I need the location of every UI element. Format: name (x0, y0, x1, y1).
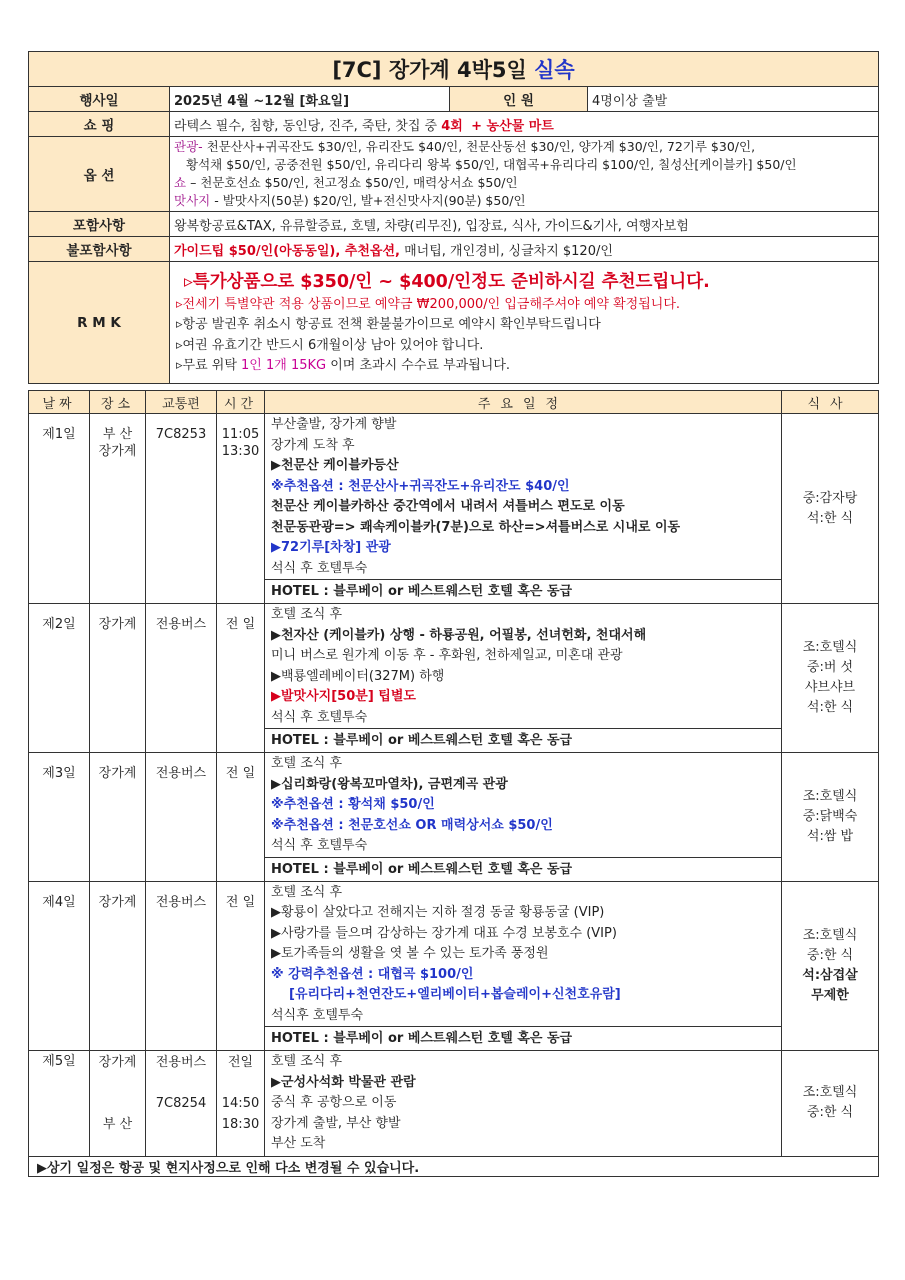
footnote: ▶상기 일정은 항공 및 현지사정으로 인해 다소 변경될 수 있습니다. (29, 1156, 879, 1176)
title-row (29, 52, 879, 87)
day-row (29, 414, 879, 604)
date-label: 행사일 (29, 87, 170, 112)
day-meals: 조:호텔식 중:한 식 (782, 1051, 879, 1157)
excluded-label: 불포함사항 (29, 237, 170, 262)
day-transport: 전용버스 7C8254 (146, 1051, 217, 1157)
info-table (28, 51, 879, 384)
rmk-value: ▹특가상품으로 $350/인 ~ $400/인정도 준비하시길 추천드립니다. ▹전세기 특별약관 적용 상품이므로 예약금 ₩200,000/인 입금해주셔야 예약 확정됩니다. ▹항공 발권후 취소시 항공료 전책 환불불가이므로 예약시 확인부탁드립니다 ▹여권 유효기간 반드시 6개월이상 남아 있어야 합니다. ▹무료 위탁 1인 1개 15KG 이며 초과시 수수료 부과됩니다. (170, 262, 879, 384)
day-time: 전 일 (217, 604, 265, 753)
day-row (29, 881, 879, 1051)
day-place: 장가계 (90, 881, 146, 1051)
shopping-value: 라텍스 필수, 침향, 동인당, 진주, 죽탄, 찻집 중 4회 + 농산물 마트 (170, 112, 879, 137)
day-meals: 조:호텔식 중:닭백숙 석:쌈 밥 (782, 753, 879, 882)
day-meals: 중:감자탕 석:한 식 (782, 414, 879, 604)
day-label: 제2일 (29, 604, 90, 753)
day-program: 호텔 조식 후 ▶황룡이 살았다고 전해지는 지하 절경 동굴 황룡동굴 (VIP) ▶사랑가를 들으며 감상하는 장가계 대표 수경 보봉호수 (VIP) ▶토가족들의 생활을 엿 볼 수 있는 토가족 풍정원 ※ 강력추천옵션 : 대협곡 $100/인 [유리다리+천연잔도+엘리베이터+봅슬레이+신천호유람] 석식후 호텔투숙 HOTEL : 블루베이 or 베스트웨스턴 호텔 혹은 동급 (265, 881, 782, 1051)
day-place: 장가계 (90, 604, 146, 753)
header-meal: 식사 (782, 391, 879, 414)
day-transport: 전용버스 (146, 753, 217, 882)
day-program: 호텔 조식 후 ▶십리화랑(왕복꼬마열차), 금편계곡 관광 ※추천옵션 : 황석채 $50/인 ※추천옵션 : 천문호선쇼 OR 매력상서쇼 $50/인 석식 후 호텔투숙 HOTEL : 블루베이 or 베스트웨스턴 호텔 혹은 동급 (265, 753, 782, 882)
day-label: 제3일 (29, 753, 90, 882)
hotel-line: HOTEL : 블루베이 or 베스트웨스턴 호텔 혹은 동급 (265, 1026, 781, 1050)
day-transport: 전용버스 (146, 604, 217, 753)
rmk-row (29, 262, 879, 384)
day-program: 호텔 조식 후 ▶천자산 (케이블카) 상행 - 하룡공원, 어필봉, 선녀헌화, 천대서해 미니 버스로 원가계 이동 후 - 후화원, 천하제일교, 미혼대 관광 ▶백룡엘레베이터(327M) 하행 ▶발맛사지[50분] 팁별도 석식 후 호텔투숙 HOTEL : 블루베이 or 베스트웨스턴 호텔 혹은 동급 (265, 604, 782, 753)
day-label: 제1일 (29, 414, 90, 604)
schedule-header (29, 391, 879, 414)
schedule-table (28, 390, 879, 1177)
day-label: 제5일 (29, 1051, 90, 1157)
hotel-line: HOTEL : 블루베이 or 베스트웨스턴 호텔 혹은 동급 (265, 579, 781, 603)
option-label: 옵 션 (29, 137, 170, 212)
day-time: 전 일 (217, 881, 265, 1051)
day-row (29, 1051, 879, 1157)
hotel-line: HOTEL : 블루베이 or 베스트웨스턴 호텔 혹은 동급 (265, 728, 781, 752)
itinerary-sheet (28, 51, 878, 1177)
day-place: 장가계 (90, 753, 146, 882)
included-row (29, 212, 879, 237)
shopping-count: 4회 (441, 118, 463, 134)
included-label: 포함사항 (29, 212, 170, 237)
header-place: 장소 (90, 391, 146, 414)
excluded-value: 가이드팁 $50/인(아동동일), 추천옵션, 매너팁, 개인경비, 싱글차지 $120/인 (170, 237, 879, 262)
day-meals: 조:호텔식 중:버 섯 샤브샤브 석:한 식 (782, 604, 879, 753)
day-time: 11:05 13:30 (217, 414, 265, 604)
header-transport: 교통편 (146, 391, 217, 414)
day-transport: 7C8253 (146, 414, 217, 604)
day-meals: 조:호텔식 중:한 식 석:삼겹살 무제한 (782, 881, 879, 1051)
date-value: 2025년 4월 ~12월 [화요일] (170, 87, 450, 112)
day-place: 부 산 장가계 (90, 414, 146, 604)
footnote-row (29, 1156, 879, 1176)
rmk-label: R M K (29, 262, 170, 384)
header-day: 날짜 (29, 391, 90, 414)
title-highlight: 실속 (534, 58, 575, 82)
shopping-row (29, 112, 879, 137)
hotel-line: HOTEL : 블루베이 or 베스트웨스턴 호텔 혹은 동급 (265, 857, 781, 881)
day-row (29, 604, 879, 753)
people-label: 인 원 (450, 87, 588, 112)
day-label: 제4일 (29, 881, 90, 1051)
header-time: 시간 (217, 391, 265, 414)
rmk-highlight: ▹특가상품으로 $350/인 ~ $400/인정도 준비하시길 추천드립니다. (184, 271, 710, 292)
header-program: 주요일정 (265, 391, 782, 414)
day-place: 장가계 부 산 (90, 1051, 146, 1157)
day-program: 호텔 조식 후 ▶군성사석화 박물관 관람 중식 후 공항으로 이동 장가계 출발, 부산 향발 부산 도착 (265, 1051, 782, 1157)
shopping-extra: + 농산물 마트 (471, 118, 554, 134)
day-row (29, 753, 879, 882)
option-row (29, 137, 879, 212)
excluded-row (29, 237, 879, 262)
date-row (29, 87, 879, 112)
included-value: 왕복항공료&TAX, 유류할증료, 호텔, 차량(리무진), 입장료, 식사, 가이드&기사, 여행자보험 (170, 212, 879, 237)
day-time: 전 일 (217, 753, 265, 882)
day-time: 전일 14:50 18:30 (217, 1051, 265, 1157)
people-value: 4명이상 출발 (588, 87, 879, 112)
day-program: 부산출발, 장가계 향발 장가계 도착 후 ▶천문산 케이블카등산 ※추천옵션 : 천문산사+귀곡잔도+유리잔도 $40/인 천문산 케이블카하산 중간역에서 내려서 셔틀버스 편도로 이동 천문동관광=> 쾌속케이블카(7분)으로 하산=>셔틀버스로 시내로 이동 ▶72기루[차창] 관광 석식 후 호텔투숙 HOTEL : 블루베이 or 베스트웨스턴 호텔 혹은 동급 (265, 414, 782, 604)
option-value: 관광- 천문산사+귀곡잔도 $30/인, 유리잔도 $40/인, 천문산동선 $30/인, 양가계 $30/인, 72기루 $30/인, 황석채 $50/인, 공중전원 $50/인, 유리다리 왕복 $50/인, 대협곡+유리다리 $100/인, 칠성산[케이블카] $50/인 쇼 – 천문호선쇼 $50/인, 천고정쇼 $50/인, 매력상서쇼 $50/인 맛사지 - 발맛사지(50분) $20/인, 발+전신맛사지(90분) $50/인 (170, 137, 879, 212)
day-transport: 전용버스 (146, 881, 217, 1051)
shopping-label: 쇼 핑 (29, 112, 170, 137)
page-title: [7C] 장가계 4박5일 실속 (29, 52, 879, 87)
